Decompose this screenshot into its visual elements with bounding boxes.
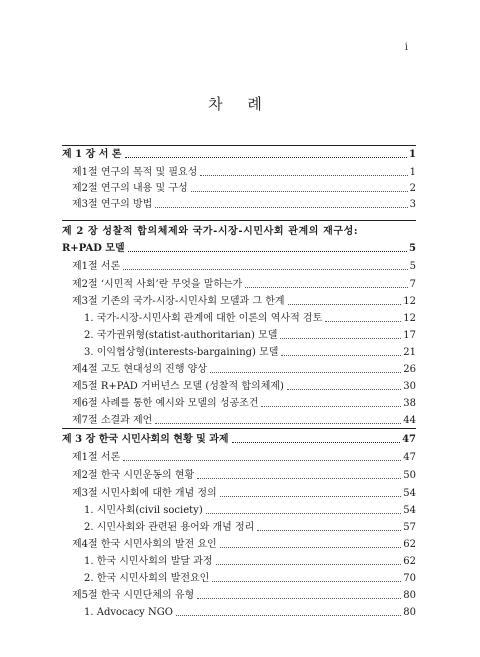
toc-entry[interactable] — [62, 395, 416, 410]
entry-label: 제1절 서론 — [72, 261, 121, 272]
dot-leader — [288, 304, 402, 305]
entry-page: 47 — [403, 452, 416, 463]
entry-page: 44 — [403, 415, 416, 426]
toc-chapter-2[interactable] — [62, 240, 416, 255]
entry-label: 2. 한국 시민사회의 발전요인 — [84, 573, 210, 584]
entry-label: 1. 시민사회(civil society) — [84, 505, 203, 516]
toc-entry[interactable] — [62, 344, 416, 359]
dot-leader — [257, 530, 401, 531]
toc-entry[interactable] — [62, 378, 416, 393]
entry-page: 57 — [403, 522, 416, 533]
entry-label: 제6절 사례를 통한 예시와 모델의 성공조건 — [72, 398, 259, 409]
chapter-page: 47 — [402, 434, 416, 445]
entry-page: 62 — [403, 539, 416, 550]
entry-label: 제5절 R+PAD 거버넌스 모델 (성찰적 합의체제) — [72, 381, 284, 392]
toc-entry[interactable] — [62, 604, 416, 619]
entry-page: 7 — [409, 279, 416, 290]
toc-entry[interactable] — [62, 570, 416, 585]
dot-leader — [281, 355, 401, 356]
toc-entry[interactable] — [62, 587, 416, 602]
dot-leader — [232, 442, 401, 443]
toc-entry[interactable] — [62, 502, 416, 517]
entry-page: 62 — [403, 556, 416, 567]
dot-leader — [191, 191, 408, 192]
entry-label: 제2절 연구의 내용 및 구성 — [72, 183, 188, 194]
entry-page: 12 — [403, 313, 416, 324]
entry-label: 2. 시민사회와 관련된 용어와 개념 정리 — [84, 522, 255, 533]
toc-entry[interactable] — [62, 519, 416, 534]
entry-page: 17 — [403, 330, 416, 341]
dot-leader — [155, 207, 407, 208]
toc-chapter-2-line1[interactable] — [62, 223, 416, 238]
toc-entry[interactable] — [62, 327, 416, 342]
entry-label: 2. 국가권위형(statist-authoritarian) 모델 — [84, 330, 278, 341]
entry-label: 1. 국가-시장-시민사회 관계에 대한 이론의 역사적 검토 — [84, 313, 323, 324]
entry-page: 80 — [403, 607, 416, 618]
entry-page: 2 — [409, 183, 416, 194]
entry-page: 30 — [403, 381, 416, 392]
dot-leader — [123, 460, 401, 461]
dot-leader — [325, 321, 401, 322]
toc-entry[interactable] — [62, 196, 416, 211]
entry-label: 제1절 서론 — [72, 452, 121, 463]
entry-page: 54 — [403, 505, 416, 516]
toc-chapter-1[interactable] — [62, 146, 416, 161]
dot-leader — [155, 423, 401, 424]
toc-entry[interactable] — [62, 258, 416, 273]
chapter-label-line1: 제 2 장 성찰적 합의체제와 국가-시장-시민사회 관계의 재구성: — [62, 226, 359, 237]
entry-page: 5 — [409, 261, 416, 272]
entry-page: 70 — [403, 573, 416, 584]
entry-page: 26 — [403, 364, 416, 375]
dot-leader — [210, 372, 401, 373]
dot-leader — [212, 581, 401, 582]
dot-leader — [280, 338, 401, 339]
entry-page: 54 — [403, 488, 416, 499]
toc-entry[interactable] — [62, 180, 416, 195]
entry-page: 38 — [403, 398, 416, 409]
entry-label: 제2절 한국 시민운동의 현황 — [72, 470, 195, 481]
chapter-label: 제 1 장 서 론 — [62, 149, 122, 160]
entry-label: 제4절 한국 시민사회의 발전 요인 — [72, 539, 217, 550]
entry-label: 제3절 시민사회에 대한 개념 정의 — [72, 488, 217, 499]
entry-label: 제1절 연구의 목적 및 필요성 — [72, 167, 198, 178]
toc-entry[interactable] — [62, 485, 416, 500]
entry-label: 제3절 연구의 방법 — [72, 199, 153, 210]
toc-entry[interactable] — [62, 361, 416, 376]
chapter-3-rule — [62, 428, 416, 429]
entry-page: 50 — [403, 470, 416, 481]
entry-page: 3 — [409, 199, 416, 210]
dot-leader — [220, 547, 402, 548]
dot-leader — [197, 478, 401, 479]
dot-leader — [123, 269, 407, 270]
toc-entry[interactable] — [62, 449, 416, 464]
chapter-page: 5 — [409, 243, 416, 254]
chapter-2-rule — [62, 220, 416, 221]
entry-label: 1. Advocacy NGO — [84, 607, 173, 618]
chapter-label: 제 3 장 한국 시민사회의 현황 및 과제 — [62, 434, 229, 445]
dot-leader — [125, 157, 408, 158]
toc-entry[interactable] — [62, 412, 416, 427]
toc-entry[interactable] — [62, 310, 416, 325]
toc-entry[interactable] — [62, 293, 416, 308]
toc-entry[interactable] — [62, 467, 416, 482]
toc-entry[interactable] — [62, 536, 416, 551]
entry-label: 제3절 기존의 국가-시장-시민사회 모델과 그 한계 — [72, 296, 285, 307]
dot-leader — [261, 406, 401, 407]
dot-leader — [206, 513, 402, 514]
chapter-page: 1 — [409, 149, 416, 160]
chapter-label: R+PAD 모델 — [62, 243, 125, 254]
dot-leader — [287, 389, 401, 390]
dot-leader — [220, 496, 402, 497]
entry-label: 제5절 한국 시민단체의 유형 — [72, 590, 195, 601]
dot-leader — [176, 615, 401, 616]
toc-entry[interactable] — [62, 164, 416, 179]
entry-label: 제4절 고도 현대성의 진행 양상 — [72, 364, 207, 375]
dot-leader — [197, 598, 401, 599]
toc-title: 차 례 — [208, 95, 272, 113]
toc-entry[interactable] — [62, 553, 416, 568]
entry-page: 12 — [403, 296, 416, 307]
toc-entry[interactable] — [62, 276, 416, 291]
entry-label: 3. 이익협상형(interests-bargaining) 모델 — [84, 347, 279, 358]
toc-chapter-3[interactable] — [62, 431, 416, 446]
dot-leader — [216, 564, 402, 565]
page-number: i — [404, 42, 408, 53]
dot-leader — [128, 251, 407, 252]
entry-page: 1 — [409, 167, 416, 178]
entry-label: 제2절 ‘시민적 사회’란 무엇을 말하는가 — [72, 279, 243, 290]
dot-leader — [245, 287, 407, 288]
entry-label: 1. 한국 시민사회의 발달 과정 — [84, 556, 213, 567]
entry-page: 80 — [403, 590, 416, 601]
entry-label: 제7절 소결과 제언 — [72, 415, 153, 426]
dot-leader — [200, 175, 407, 176]
entry-page: 21 — [403, 347, 416, 358]
